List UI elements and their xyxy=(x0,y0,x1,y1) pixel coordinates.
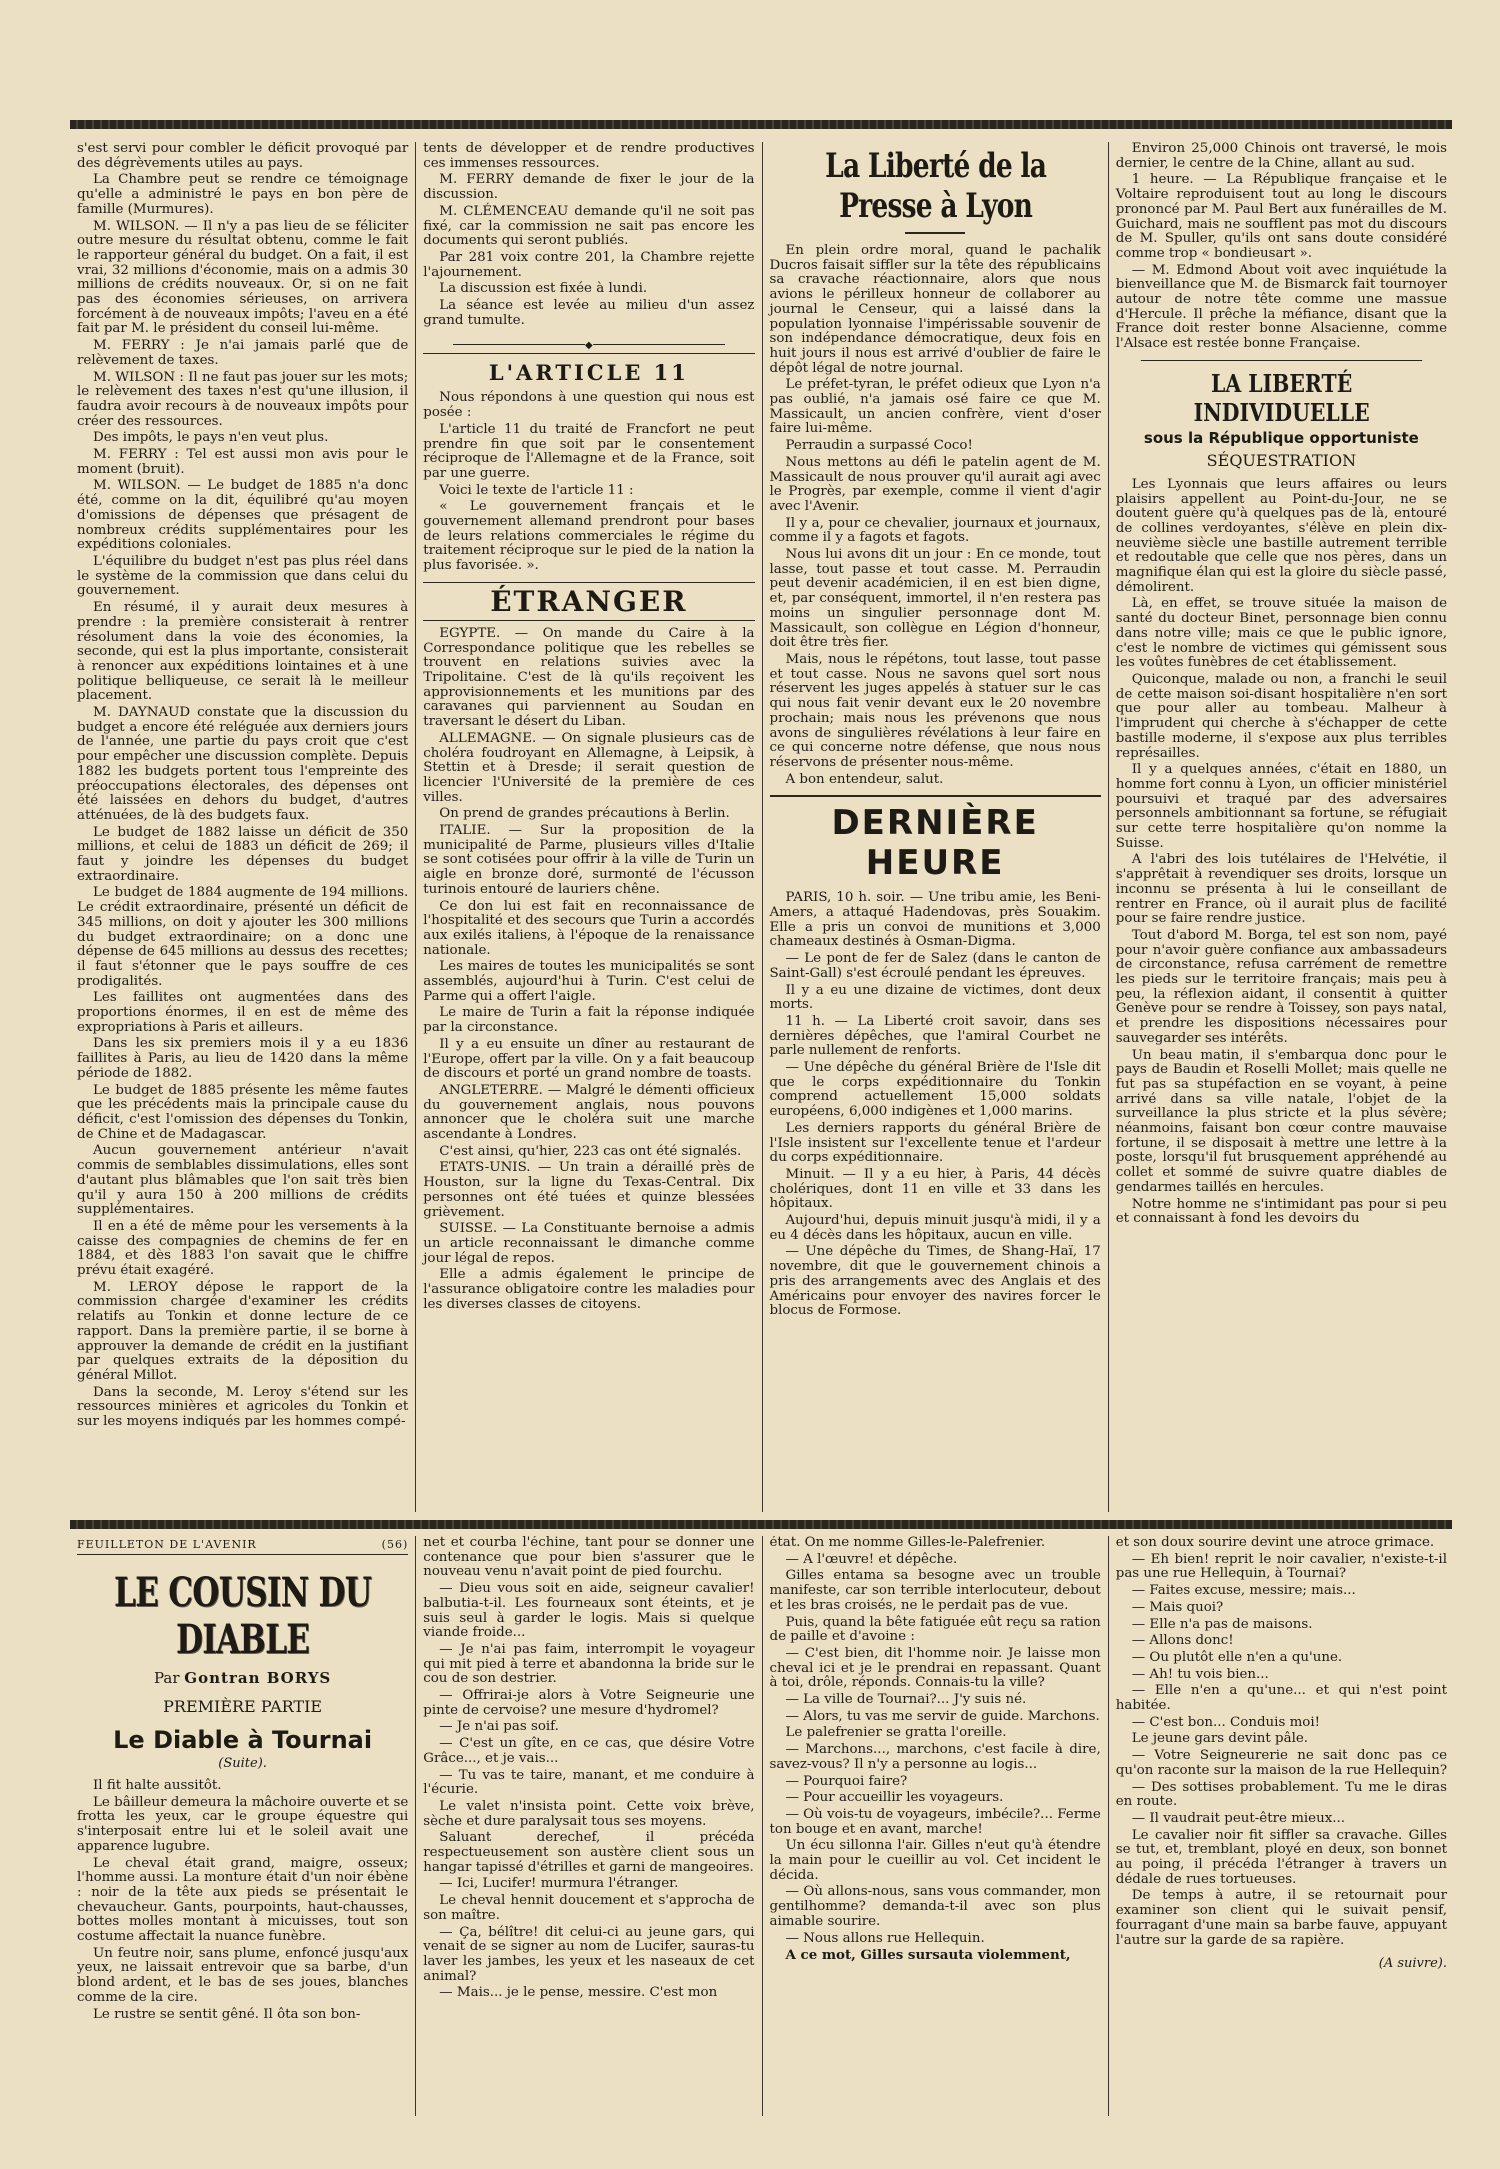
paragraph: — Nous allons rue Hellequin. xyxy=(785,1930,985,1946)
paragraph: s'est servi pour combler le déficit provoqué par des dégrèvements utiles au pays. xyxy=(77,142,409,171)
paragraph: Mais, nous le répétons, tout lasse, tout passe et tout casse. Nous ne savons quel sort nous réservent les juges appelés à statuer sur le cas qui nous fait venir devant eux le 20 novembre prochain; mais nous les prévenons que nous avons de singulières révélations à leur faire en ce qui concerne notre défense, que nous nous réservons de présenter nous-même. xyxy=(769,651,1101,770)
paragraph: 11 h. — La Liberté croit savoir, dans ses dernières dépêches, que l'amiral Courbet ne parle nullement de renforts. xyxy=(769,1013,1101,1059)
paragraph: — Ou plutôt elle n'en a qu'une. xyxy=(1131,1649,1343,1665)
paragraph: Le budget de 1885 présente les même fautes que les précédents mais la principale cause du déficit, c'est l'omission des dépenses du Tonkin, de Chine et de Madagascar. xyxy=(77,1082,409,1142)
paragraph: — Alors, tu vas me servir de guide. Marchons. xyxy=(785,1708,1100,1724)
paragraph: Aujourd'hui, depuis minuit jusqu'à midi, il y a eu 4 décès dans les hôpitaux, aucun en ville. xyxy=(769,1213,1101,1243)
paragraph: Le jeune gars devint pâle. xyxy=(1131,1731,1309,1747)
paragraph: Là, en effet, se trouve située la maison de santé du docteur Binet, personnage bien connu dans notre ville; mais ce que le public ignore, c'est le nombre de victimes qui gémissent sous les voûtes funèbres de cet établissement. xyxy=(1115,596,1447,671)
paragraph: Le préfet-tyran, le préfet odieux que Lyon n'a pas oublié, n'a jamais osé faire ce que M. Massicault, un ancien confrère, vient d'oser faire lui-même. xyxy=(769,377,1101,437)
liberte-heading: LA LIBERTÉ INDIVIDUELLE xyxy=(1141,360,1423,427)
paragraph: Perraudin a surpassé Coco! xyxy=(785,438,973,454)
paragraph: A l'abri des lois tutélaires de l'Helvétie, il s'apprêtait à revendiquer ses droits, lorsque un inconnu se présenta à lui le conseillant de rentrer en France, où il aurait plus de facilité pour se faire rendre justice. xyxy=(1115,852,1447,927)
paragraph: La Chambre peut se rendre ce témoignage qu'elle a administré le pays en bon père de famille (Murmures). xyxy=(77,172,409,217)
paragraph: — Offrirai-je alors à Votre Seigneurie une pinte de cervoise? une mesure d'hydromel? xyxy=(423,1688,755,1718)
paragraph: — M. Edmond About voit avec inquiétude la bienveillance que M. de Bismarck fait tournoyer autour de notre tête comme une massue d'Hercule. Il prêche la méfiance, disant que la France doit rester bonne Alsacienne, comme l'Alsace est restée bonne Française. xyxy=(1115,262,1447,352)
paragraph: A ce mot, Gilles sursauta violemment, xyxy=(785,1947,1071,1964)
paragraph: Le budget de 1884 augmente de 194 millions. Le crédit extraordinaire, présenté un déficit de 345 millions, on doit y ajouter les 300 millions du budget extraordinaire; on a donc une dépense de 645 millions au dessus des recettes; il faut s'étonner que le pays souffre de ces prodigalités. xyxy=(77,885,409,989)
column-3-lyon-derniere-heure xyxy=(762,142,1108,1512)
column-1-parliament xyxy=(70,142,415,1512)
paragraph: Ce don lui est fait en reconnaissance de l'hospitalité et des secours que Turin a accordés aux exilés italiens, à l'époque de la renaissance nationale. xyxy=(423,898,755,958)
paragraph: M. FERRY demande de fixer le jour de la discussion. xyxy=(423,172,755,203)
paragraph: — Eh bien! reprit le noir cavalier, n'existe-t-il pas une rue Hellequin, à Tournai? xyxy=(1115,1551,1447,1582)
paragraph: C'est ainsi, qu'hier, 223 cas ont été signalés. xyxy=(439,1143,742,1159)
paragraph: Les faillites ont augmentées dans des proportions énormes, il en est de même des expropriations à Paris et ailleurs. xyxy=(77,990,409,1035)
paragraph: L'équilibre du budget n'est pas plus réel dans le système de la commission que dans celui du gouvernement. xyxy=(77,553,409,599)
paragraph: — Mais... je le pense, messire. C'est mon xyxy=(439,1985,718,2001)
paragraph: Le rustre se sentit gêné. Il ôta son bon- xyxy=(93,2006,361,2022)
paragraph: Il y a eu ensuite un dîner au restaurant de l'Europe, offert par la ville. On y a fait beaucoup de discours et porté un grand nombre de toasts. xyxy=(423,1036,755,1082)
paragraph: Minuit. — Il y a eu hier, à Paris, 44 décès cholériques, dont 11 en ville et 33 dans les hôpitaux. xyxy=(769,1166,1101,1212)
paragraph: ALLEMAGNE. — On signale plusieurs cas de choléra foudroyant en Allemagne, à Leipsik, à Stettin et à Dresde; il serait question de licencier l'Université de la première de ces villes. xyxy=(423,730,755,805)
derniere-heure-heading: DERNIÈRE HEURE xyxy=(770,795,1101,883)
paragraph: Par 281 voix contre 201, la Chambre rejette l'ajournement. xyxy=(423,249,755,280)
paragraph: Les derniers rapports du général Brière de l'Isle insistent sur l'excellente tenue et l'ardeur du corps expéditionnaire. xyxy=(769,1120,1101,1166)
paragraph: net et courba l'échine, tant pour se donner une contenance que pour bien s'assurer que le nouveau venu n'avait point de pied fourchu. xyxy=(423,1536,755,1580)
feuilleton-rule xyxy=(70,1520,1452,1529)
feuilleton-column-3 xyxy=(762,1536,1108,2116)
paragraph: Il en a été de même pour les versements à la caisse des compagnies de chemins de fer en 1884, et dès 1883 l'on savait que le chiffre prévu était exagéré. xyxy=(77,1218,409,1279)
paragraph: — C'est bon... Conduis moi! xyxy=(1131,1714,1321,1730)
paragraph: — A l'œuvre! et dépêche. xyxy=(785,1551,958,1567)
paragraph: — Je n'ai pas soif. xyxy=(439,1719,559,1735)
paragraph: — Dieu vous soit en aide, seigneur cavalier! balbutia-t-il. Les fourneaux sont éteints, et je suis seul à garder le logis. Mais si quelque viande froide... xyxy=(423,1581,755,1641)
paragraph: A bon entendeur, salut. xyxy=(785,771,944,787)
paragraph: Nous répondons à une question qui nous est posée : xyxy=(423,390,755,421)
liberte-subheading: sous la République opportuniste xyxy=(1143,428,1419,447)
paragraph: Environ 25,000 Chinois ont traversé, le mois dernier, le centre de la Chine, allant au sud. xyxy=(1115,142,1447,171)
lyon-press-heading: La Liberté de la Presse à Lyon xyxy=(824,146,1046,226)
paragraph: M. WILSON. — Il n'y a pas lieu de se féliciter outre mesure du résultat obtenu, comme le fait le rapporteur général du budget. On a fait, il est vrai, 32 millions d'économie, mais on a admis 30 millions de crédits nouveaux. Or, si on ne fait pas des économies sérieuses, on arrivera forcément à de nouveaux impôts; l'aveu en a été fait par M. le président du conseil lui-même. xyxy=(77,218,409,337)
paragraph: Le maire de Turin a fait la réponse indiquée par la circonstance. xyxy=(423,1005,755,1036)
paragraph: Notre homme ne s'intimidant pas pour si peu et connaissant à fond les devoirs du xyxy=(1115,1196,1447,1227)
paragraph: En résumé, il y aurait deux mesures à prendre : la première consisterait à rentrer résolument dans la voie des économies, la seconde, qui est la plus importante, consisterait à renoncer aux expéditions lointaines et à une politique belliqueuse, ce serait là le meilleur placement. xyxy=(77,600,409,704)
paragraph: — Ici, Lucifer! murmura l'étranger. xyxy=(439,1876,679,1892)
paragraph: tents de développer et de rendre productives ces immenses ressources. xyxy=(423,142,755,171)
paragraph: — Tu vas te taire, manant, et me conduire à l'écurie. xyxy=(423,1767,755,1798)
paragraph: ITALIE. — Sur la proposition de la municipalité de Parme, plusieurs villes d'Italie se sont cotisées pour offrir à la ville de Turin un aigle en bronze doré, surmonté de l'écusson turinois entouré de lauriers chêne. xyxy=(423,823,755,897)
feuilleton-column-4 xyxy=(1108,1536,1454,2116)
paragraph: L'article 11 du traité de Francfort ne peut prendre fin que soit par le consentement réciproque de l'Allemagne et de la France, soit par une guerre. xyxy=(423,421,755,481)
paragraph: — Une dépêche du Times, de Shang-Haï, 17 novembre, dit que le gouvernement chinois a pris des arrangements avec des Anglais et des Américains pour envoyer des navires forcer le blocus de Formose. xyxy=(769,1244,1101,1319)
top-rule xyxy=(70,120,1452,129)
paragraph: — C'est un gîte, en ce cas, que désire Votre Grâce..., et je vais... xyxy=(423,1736,755,1766)
paragraph: — Elle n'a pas de maisons. xyxy=(1131,1616,1313,1632)
paragraph: Le palefrenier se gratta l'oreille. xyxy=(785,1725,1007,1741)
feuilleton-column-1 xyxy=(70,1536,415,2116)
paragraph: ANGLETERRE. — Malgré le démenti officieux du gouvernement anglais, nous pouvons annoncer que le choléra suit une marche ascendante à Londres. xyxy=(423,1082,755,1143)
paragraph: M. FERRY : Je n'ai jamais parlé que de relèvement de taxes. xyxy=(77,338,409,368)
paragraph: EGYPTE. — On mande du Caire à la Correspondance politique que les rebelles se trouvent en relations suivies avec la Tripolitaine. C'est de là qu'ils reçoivent les approvisionnements et les munitions par des caravanes qui parviennent au Soudan en traversant le désert du Liban. xyxy=(423,625,755,730)
paragraph: Aucun gouvernement antérieur n'avait commis de semblables dissimulations, elles sont d'autant plus blâmables que l'on sait très bien qu'il y aura 150 à 200 millions de crédits supplémentaires. xyxy=(77,1143,409,1218)
novel-title: LE COUSIN DU DIABLE xyxy=(114,1569,372,1663)
paragraph: — Je n'ai pas faim, interrompit le voyageur qui mit pied à terre et abandonna la bride sur le cou de son destrier. xyxy=(423,1641,755,1687)
paragraph: état. On me nomme Gilles-le-Palefrenier. xyxy=(769,1536,1046,1550)
paragraph: — Allons donc! xyxy=(1131,1633,1234,1649)
paragraph: Voici le texte de l'article 11 : xyxy=(439,482,634,498)
paragraph: Quiconque, malade ou non, a franchi le seuil de cette maison soi-disant hospitalière n'en sort que pour aller au tombeau. Malheur à l'imprudent qui cherche à s'échapper de cette bastille moderne, il s'expose aux plus terribles représailles. xyxy=(1115,671,1447,761)
paragraph: Le valet n'insista point. Cette voix brève, sèche et dure paralysait tous ses moyens. xyxy=(423,1798,755,1829)
paragraph: — Pourquoi faire? xyxy=(785,1773,908,1789)
etranger-heading: ÉTRANGER xyxy=(423,582,754,621)
short-divider xyxy=(905,232,965,234)
section-separator xyxy=(453,332,724,345)
paragraph: Elle a admis également le principe de l'assurance obligatoire contre les maladies pour les diverses classes de citoyens. xyxy=(423,1267,755,1312)
paragraph: — Elle n'en a qu'une... et qui n'est point habitée. xyxy=(1115,1683,1447,1714)
paragraph: — Il vaudrait peut-être mieux... xyxy=(1131,1810,1346,1826)
feuilleton-section xyxy=(70,1536,1454,2116)
column-2-article-etranger xyxy=(415,142,761,1512)
paragraph: — Le pont de fer de Salez (dans le canton de Saint-Gall) s'est écroulé pendant les épreuves. xyxy=(769,951,1101,981)
paragraph: — Ça, bélître! dit celui-ci au jeune gars, qui venait de se signer au nom de Lucifer, sauras-tu laver les jambes, les yeux et les naseaux de cet animal? xyxy=(423,1924,755,1984)
paragraph: Il fit halte aussitôt. xyxy=(93,1778,222,1793)
paragraph: « Le gouvernement français et le gouvernement allemand prendront pour bases de leurs relations commerciales le régime du traitement réciproque sur le pied de la nation la plus favorisée. ». xyxy=(423,499,755,574)
paragraph: Un écu sillonna l'air. Gilles n'eut qu'à étendre la main pour le cueillir au vol. Cet incident le décida. xyxy=(769,1838,1101,1883)
paragraph: Il y a eu une dizaine de victimes, dont deux morts. xyxy=(769,982,1101,1013)
paragraph: Un beau matin, il s'embarqua donc pour le pays de Baudin et Roselli Mollet; mais quelle ne fut pas sa stupéfaction en se voyant, à peine arrivé dans sa ville natale, l'objet de la surveillance la plus stricte et la plus sévère; néanmoins, faisant bon cœur contre mauvaise fortune, il se disposait à mettre une lettre à la poste, lorsqu'il fut brusquement appréhendé au collet et sommé de suivre quatre diables de gendarmes taillés en hercules. xyxy=(1115,1047,1447,1195)
paragraph: La séance est levée au milieu d'un assez grand tumulte. xyxy=(423,298,755,328)
paragraph: M. DAYNAUD constate que la discussion du budget a encore été reléguée aux derniers jours de l'année, une partie du pays croit que c'est pour empêcher une discussion complète. Depuis 1882 les budgets portent tous l'empreinte des préoccupations électorales, des dépenses ont été laissées en dehors du budget, d'autres atténuées, de là des budgets faux. xyxy=(77,705,409,823)
paragraph: — Ah! tu vois bien... xyxy=(1131,1666,1269,1682)
paragraph: Les Lyonnais que leurs affaires ou leurs plaisirs appellent au Point-du-Jour, ne se doutent guère qu'à quelques pas de là, entouré de collines verdoyantes, s'élève en plein dix-neuvième siècle une bastille autrement terrible et redoutable que celle que nos pères, dans un magnifique élan qui est la gloire du siècle passé, démolirent. xyxy=(1115,476,1447,595)
novel-part: PREMIÈRE PARTIE xyxy=(163,1697,323,1716)
paragraph: Nous mettons au défi le patelin agent de M. Massicault de nous prouver qu'il aurait agi avec le Progrès, par exemple, comme il vient d'agir avec l'Avenir. xyxy=(769,454,1101,514)
paragraph: Dans la seconde, M. Leroy s'étend sur les ressources minières et agricoles du Tonkin et sur les moyens indiqués par les hommes compé- xyxy=(77,1384,409,1430)
paragraph: Le cavalier noir fit siffler sa cravache. Gilles se tut, et, tremblant, ployé en deux, son bonnet au poing, il précéda l'étranger à travers un dédale de rues tortueuses. xyxy=(1115,1827,1447,1887)
paragraph: — Faites excuse, messire; mais... xyxy=(1131,1583,1356,1599)
column-4-liberte-individuelle xyxy=(1108,142,1454,1512)
paragraph: — Mais quoi? xyxy=(1131,1599,1224,1615)
paragraph: M. FERRY : Tel est aussi mon avis pour le moment (bruit). xyxy=(77,447,409,477)
paragraph: Le budget de 1882 laisse un déficit de 350 millions, et celui de 1883 un déficit de 269; il faut y joindre les dépenses du budget extraordinaire. xyxy=(77,824,409,884)
paragraph: — C'est bien, dit l'homme noir. Je laisse mon cheval ici et je le prendrai en repassant. Quant à toi, drôle, réponds. Connais-tu la ville? xyxy=(769,1645,1101,1691)
upper-section xyxy=(70,142,1454,1512)
paragraph: Un feutre noir, sans plume, enfoncé jusqu'aux yeux, ne laissait entrevoir que sa barbe, d'un blond ardent, et le bas de ses joues, blanches comme de la cire. xyxy=(77,1945,409,2005)
paragraph: Tout d'abord M. Borga, tel est son nom, payé pour n'avoir guère confiance aux ambassadeurs de circonstance, refusa carrément de remettre les pieds sur le territoire français; mais peu à peu, la réflexion aidant, il consentit à quitter Genève pour se rendre à Toissey, son pays natal, et prendre les dispositions nécessaires pour sauvegarder ses intérêts. xyxy=(1115,927,1447,1046)
paragraph: Puis, quand la bête fatiguée eût reçu sa ration de paille et d'avoine : xyxy=(769,1614,1101,1645)
paragraph: Gilles entama sa besogne avec un trouble manifeste, car son terrible interlocuteur, debout et les bras croisés, ne le perdait pas de vue. xyxy=(769,1568,1101,1613)
feuilleton-number: (56) xyxy=(381,1538,409,1551)
paragraph: — Votre Seigneurerie ne sait donc pas ce qu'on raconte sur la maison de la rue Hellequin? xyxy=(1115,1748,1448,1778)
sequestration-heading: SÉQUESTRATION xyxy=(1206,450,1357,470)
paragraph: SUISSE. — La Constituante bernoise a admis un article reconnaissant le dimanche comme jour légal de repos. xyxy=(423,1221,755,1266)
paragraph: M. WILSON. — Le budget de 1885 n'a donc été, comme on la dit, équilibré qu'au moyen d'omissions de dépenses que présagent de nombreux crédits supplémentaires pour les expéditions coloniales. xyxy=(77,478,409,553)
paragraph: Le cheval hennit doucement et s'approcha de son maître. xyxy=(423,1893,755,1923)
paragraph: PARIS, 10 h. soir. — Une tribu amie, les Beni-Amers, a attaqué Hadendovas, près Souakim. Elle a pris un convoi de munitions et 3,000 chameaux destinés à Osman-Digma. xyxy=(769,890,1101,950)
feuilleton-label: FEUILLETON DE L'AVENIR xyxy=(77,1538,257,1551)
paragraph: En plein ordre moral, quand le pachalik Ducros faisait siffler sur la tête des républicains sa cravache réactionnaire, alors que nous avions le périlleux honneur de collaborer au journal le Censeur, qui a laissé dans la population lyonnaise l'impérissable souvenir de son indépendance démocratique, deux fois en huit jours il nous est arrivé d'oublier de faire le dépôt légal de notre journal. xyxy=(769,243,1101,376)
novel-author xyxy=(77,1669,408,1687)
paragraph: — Où vois-tu de voyageurs, imbécile?... Ferme ton bouge et en avant, marche! xyxy=(769,1806,1101,1837)
paragraph: De temps à autre, il se retournait pour examiner son client qui le suivait pensif, fourragant d'une main sa barbe fauve, appuyant l'autre sur la garde de sa rapière. xyxy=(1115,1888,1447,1948)
to-be-continued: (A suivre). xyxy=(1378,1956,1447,1972)
paragraph: — Où allons-nous, sans vous commander, mon gentilhomme? demanda-t-il avec son plus aimable sourire. xyxy=(769,1884,1101,1929)
feuilleton-column-2 xyxy=(415,1536,761,2116)
paragraph: 1 heure. — La République française et le Voltaire reproduisent tout au long le discours prononcé par M. Paul Bert aux funérailles de M. Guichard, mais ne soufflent pas mot du discours de M. Spuller, qu'ils ont sans doute considéré comme trop « bondieusart ». xyxy=(1115,172,1447,261)
paragraph: — Des sottises probablement. Tu me le diras en route. xyxy=(1115,1779,1447,1810)
paragraph: Nous lui avons dit un jour : En ce monde, tout lasse, tout passe et tout casse. M. Perraudin peut devenir académicien, il en est bien digne, et, par conséquent, immortel, il n'en restera pas moins un singulier personnage dont M. Massicault, son collègue en Légion d'honneur, doit être très fier. xyxy=(769,547,1101,651)
paragraph: Des impôts, le pays n'en veut plus. xyxy=(93,430,329,446)
author-name: Gontran BORYS xyxy=(184,1669,332,1687)
novel-chapter-title: Le Diable à Tournai xyxy=(113,1726,373,1754)
paragraph: — Marchons..., marchons, c'est facile à dire, savez-vous? Il n'y a personne au logis... xyxy=(769,1742,1101,1772)
paragraph: Les maires de toutes les municipalités se sont assemblés, aujourd'hui à Turin. C'est celui de Parme qui a offert l'aigle. xyxy=(423,959,755,1004)
parliament-report xyxy=(77,142,408,1430)
paragraph: Le bâilleur demeura la mâchoire ouverte et se frotta les yeux, car le groupe équestre qui s'interposait entre lui et le soleil avait une apparence lugubre. xyxy=(77,1794,409,1854)
paragraph: Saluant derechef, il précéda respectueusement son austère client sous un hangar tapissé d'étrilles et garni de mangeoires. xyxy=(423,1830,755,1875)
paragraph: La discussion est fixée à lundi. xyxy=(439,281,648,297)
novel-suite: (Suite). xyxy=(218,1756,267,1771)
feuilleton-header xyxy=(77,1538,408,1555)
paragraph: et son doux sourire devint une atroce grimace. xyxy=(1115,1536,1435,1550)
paragraph: Le cheval était grand, maigre, osseux; l'homme aussi. La monture était d'un noir ébène : noir de la tête aux pieds se présentait le chevaucheur. Gants, pourpoints, haut-chausses, bottes molles montant à micuisses, tout son costume affectait la nuance funèbre. xyxy=(77,1855,409,1945)
paragraph: M. WILSON : Il ne faut pas jouer sur les mots; le relèvement des taxes n'est qu'une illusion, il faudra avoir recours à de nouveaux impôts pour créer des ressources. xyxy=(77,369,409,429)
paragraph: Dans les six premiers mois il y a eu 1836 faillites à Paris, au lieu de 1420 dans la même période de 1882. xyxy=(77,1036,409,1081)
paragraph: ETATS-UNIS. — Un train a déraillé près de Houston, sur la ligne du Texas-Central. Dix personnes ont été tuées et quinze blessées grièvement. xyxy=(423,1160,755,1220)
paragraph: M. LEROY dépose le rapport de la commission chargée d'examiner les crédits relatifs au Tonkin et donne lecture de ce rapport. Dans la première partie, il se borne à approuver la demande de crédit en la justifiant par quelques extraits de la déposition du général Millot. xyxy=(77,1279,409,1383)
author-prefix: Par xyxy=(153,1669,180,1687)
paragraph: Il y a, pour ce chevalier, journaux et journaux, comme il y a fagots et fagots. xyxy=(769,515,1101,546)
article-11-heading: L'ARTICLE 11 xyxy=(423,353,754,385)
paragraph: Il y a quelques années, c'était en 1880, un homme fort connu à Lyon, un officier ministériel poursuivi et traqué par des adversaires personnels ambitionnant sa fortune, se réfugiait sur cette terre hospitalière qu'on nomme la Suisse. xyxy=(1115,762,1447,851)
paragraph: — Une dépêche du général Brière de l'Isle dit que le corps expéditionnaire du Tonkin comprend actuellement 15,000 soldats européens, 6,000 indigènes et 1,000 marins. xyxy=(769,1060,1101,1120)
paragraph: M. CLÉMENCEAU demande qu'il ne soit pas fixé, car la commission ne sait pas encore les documents qui seront publiés. xyxy=(423,203,755,249)
paragraph: — La ville de Tournai?... J'y suis né. xyxy=(785,1692,1027,1708)
paragraph: — Pour accueillir les voyageurs. xyxy=(785,1790,1004,1806)
paragraph: On prend de grandes précautions à Berlin. xyxy=(439,806,730,822)
